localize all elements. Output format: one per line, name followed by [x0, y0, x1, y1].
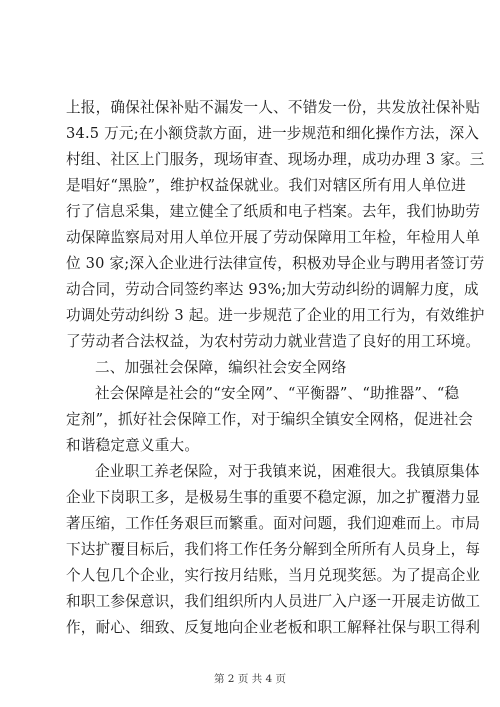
text-line: 定剂”，抓好社会保障工作，对于编织全镇安全网格，促进社会 [66, 411, 474, 428]
text-line: 个人包几个企业，实行按月结账，当月兑现奖惩。为了提高企业 [66, 567, 481, 584]
text-line: 社会保障是社会的“安全网”、“平衡器”、“助推器”、“稳 [95, 385, 460, 402]
section-heading: 二、加强社会保障，编织社会安全网络 [95, 359, 347, 376]
text-line: 是唱好“黑脸”，维护权益保就业。我们对辖区所有用人单位进 [66, 177, 466, 194]
text-line: 了劳动者合法权益，为农村劳动力就业营造了良好的用工环境。 [66, 333, 481, 350]
text-line: 作，耐心、细致、反复地向企业老板和职工解释社保与职工得利 [66, 619, 481, 636]
text-line: 企业下岗职工多，是极易生事的重要不稳定源，加之扩覆潜力显 [66, 489, 481, 506]
text-line: 位 30 家;深入企业进行法律宣传，积极劝导企业与聘用者签订劳 [66, 255, 485, 272]
text-line: 村组、社区上门服务，现场审查、现场办理，成功办理 3 家。三 [66, 151, 485, 168]
text-line: 上报，确保社保补贴不漏发一人、不错发一份，共发放社保补贴 [66, 99, 481, 116]
text-line: 著压缩，工作任务艰巨而繁重。面对问题，我们迎难而上。市局 [66, 515, 481, 532]
text-line: 34.5 万元;在小额贷款方面，进一步规范和细化操作方法，深入 [66, 125, 480, 142]
text-line: 和谐稳定意义重大。 [66, 437, 200, 454]
text-line: 和职工参保意识，我们组织所内人员进厂入户逐一开展走访做工 [66, 593, 481, 610]
text-line: 动保障监察局对用人单位开展了劳动保障用工年检，年检用人单 [66, 229, 481, 246]
text-line: 功调处劳动纠纷 3 起。进一步规范了企业的用工行为，有效维护 [66, 307, 485, 324]
text-line: 企业职工养老保险，对于我镇来说，困难很大。我镇原集体 [95, 463, 480, 480]
text-line: 行了信息采集，建立健全了纸质和电子档案。去年，我们协助劳 [66, 203, 481, 220]
page-number-footer: 第 2 页 共 4 页 [213, 673, 287, 685]
document-body [66, 95, 485, 641]
text-line: 动合同，劳动合同签约率达 93%;加大劳动纠纷的调解力度，成 [66, 281, 479, 298]
text-line: 下达扩覆目标后，我们将工作任务分解到全所所有人员身上，每 [66, 541, 481, 558]
